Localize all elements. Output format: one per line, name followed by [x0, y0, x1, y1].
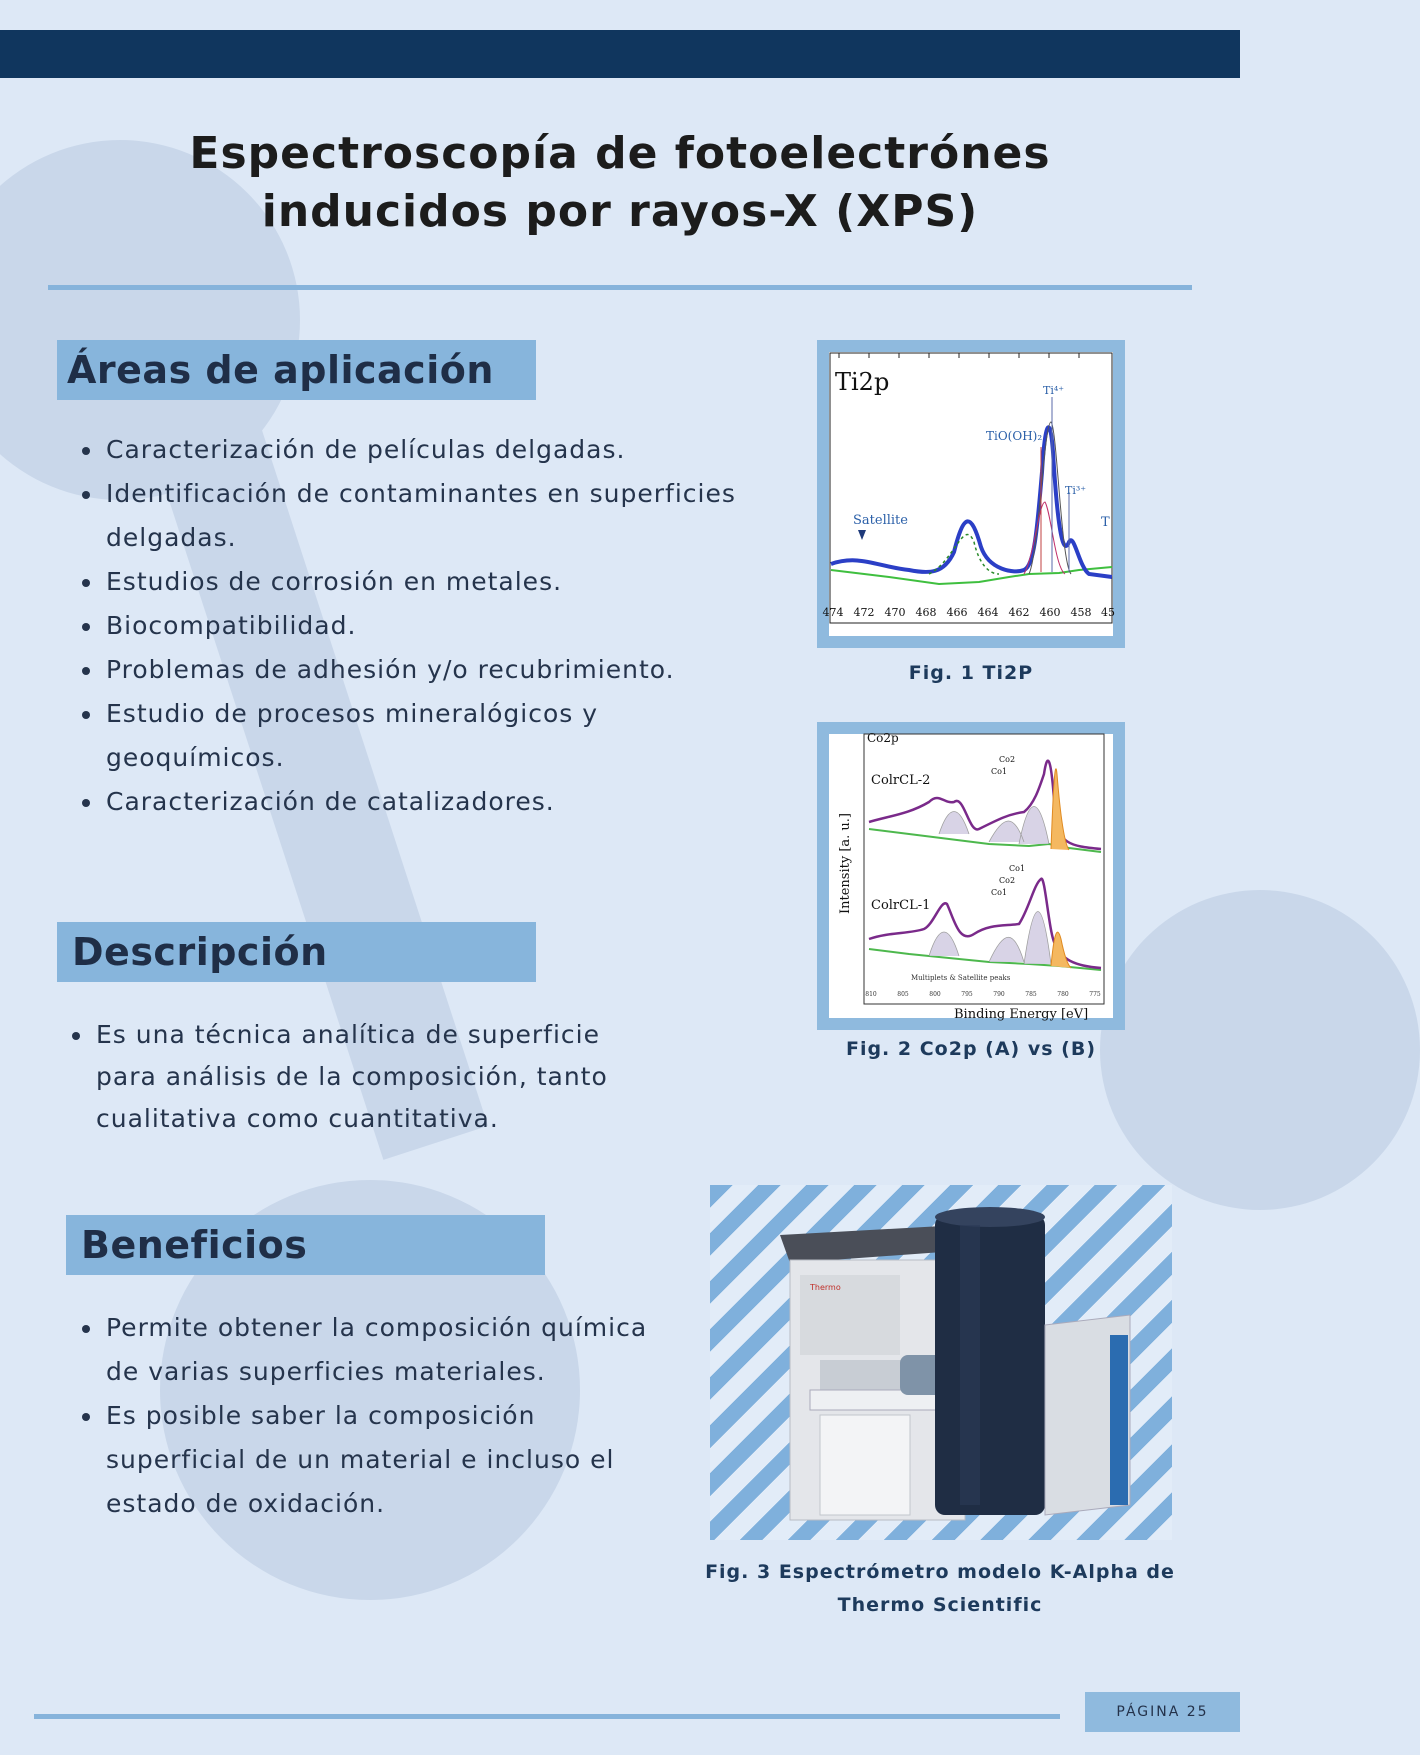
list-item: • Problemas de adhesión y/o recubrimiento. — [104, 648, 764, 692]
tick-label: 800 — [929, 991, 941, 998]
title-divider — [48, 285, 1192, 290]
tick-label: 458 — [1070, 606, 1092, 619]
tick-label: 472 — [853, 606, 875, 619]
tick-label: 462 — [1008, 606, 1030, 619]
annotation-tioh: TiO(OH)₂ — [986, 429, 1043, 443]
sample-label-top: ColrCL-2 — [871, 773, 931, 788]
tick-label: 785 — [1025, 991, 1037, 998]
description-list — [58, 1014, 654, 1140]
list-item: • Estudios de corrosión en metales. — [104, 560, 764, 604]
tick-label: 468 — [915, 606, 937, 619]
list-item: • Es posible saber la composición superficial de un material e incluso el estado de oxidación. — [104, 1394, 684, 1526]
tick-label: 460 — [1039, 606, 1061, 619]
list-item: • Biocompatibilidad. — [104, 604, 764, 648]
multiplets-label: Multiplets & Satellite peaks — [911, 974, 1011, 982]
description-heading: Descripción — [57, 922, 536, 982]
tick-label: 474 — [822, 606, 844, 619]
figure-1-caption: Fig. 1 Ti2P — [908, 662, 1034, 684]
ti2p-spectrum-image — [822, 352, 1115, 636]
tick-label: 780 — [1057, 991, 1069, 998]
spectrum-label: Ti2p — [835, 368, 890, 396]
co-label: Co1 — [1009, 864, 1026, 873]
tick-label: 775 — [1089, 991, 1101, 998]
spectrometer-photo — [760, 1205, 1140, 1535]
list-item: • Identificación de contaminantes en superficies delgadas. — [104, 472, 764, 560]
brand-logo: Thermo — [810, 1283, 841, 1292]
footer-divider — [34, 1714, 1060, 1719]
annotation-satellite: Satellite — [853, 513, 908, 528]
figure-3-caption: Fig. 3 Espectrómetro modelo K-Alpha de Thermo Scientific — [705, 1561, 1175, 1616]
applications-list — [68, 428, 764, 824]
tick-label: 805 — [897, 991, 909, 998]
co-label: Co2 — [999, 755, 1016, 764]
list-item: • Permite obtener la composición química de varias superficies materiales. — [104, 1306, 684, 1394]
annotation-ti-cut: T — [1101, 515, 1110, 530]
sample-label-bottom: ColrCL-1 — [871, 898, 931, 913]
tick-label: 466 — [946, 606, 968, 619]
page-number: PÁGINA 25 — [1085, 1692, 1240, 1732]
tick-label: 464 — [977, 606, 999, 619]
co-label: Co2 — [999, 876, 1016, 885]
list-item: • Caracterización de catalizadores. — [104, 780, 764, 824]
page-title — [120, 125, 1120, 241]
tick-label: 470 — [884, 606, 906, 619]
figure-2-caption: Fig. 2 Co2p (A) vs (B) — [845, 1038, 1097, 1060]
benefits-list — [68, 1306, 684, 1526]
benefits-heading: Beneficios — [66, 1215, 545, 1275]
list-item: • Es una técnica analítica de superficie para análisis de la composición, tanto cualitativa como cuantitativa. — [94, 1014, 654, 1140]
co-label: Co1 — [991, 888, 1008, 897]
y-axis-label: Intensity [a. u.] — [838, 813, 853, 914]
figure-co2p — [817, 722, 1125, 1030]
list-item: • Caracterización de películas delgadas. — [104, 428, 764, 472]
annotation-ti4: Ti⁴⁺ — [1043, 384, 1065, 397]
tick-label: 795 — [961, 991, 973, 998]
tick-label: 810 — [865, 991, 877, 998]
background-decoration — [1100, 890, 1420, 1210]
co2p-spectrum-image — [829, 731, 1113, 1022]
figure-ti2p — [817, 340, 1125, 648]
co2p-top-label: Co2p — [867, 731, 899, 745]
title-line-1: Espectroscopía de fotoelectrónes — [189, 128, 1051, 179]
applications-heading: Áreas de aplicación — [57, 340, 536, 400]
x-axis-label: Binding Energy [eV] — [954, 1007, 1089, 1022]
annotation-ti3: Ti³⁺ — [1065, 484, 1087, 497]
title-line-2: inducidos por rayos-X (XPS) — [261, 186, 979, 237]
header-bar — [0, 30, 1240, 78]
list-item: • Estudio de procesos mineralógicos y geoquímicos. — [104, 692, 764, 780]
tick-label: 45 — [1101, 606, 1115, 619]
co-label: Co1 — [991, 767, 1008, 776]
tick-label: 790 — [993, 991, 1005, 998]
